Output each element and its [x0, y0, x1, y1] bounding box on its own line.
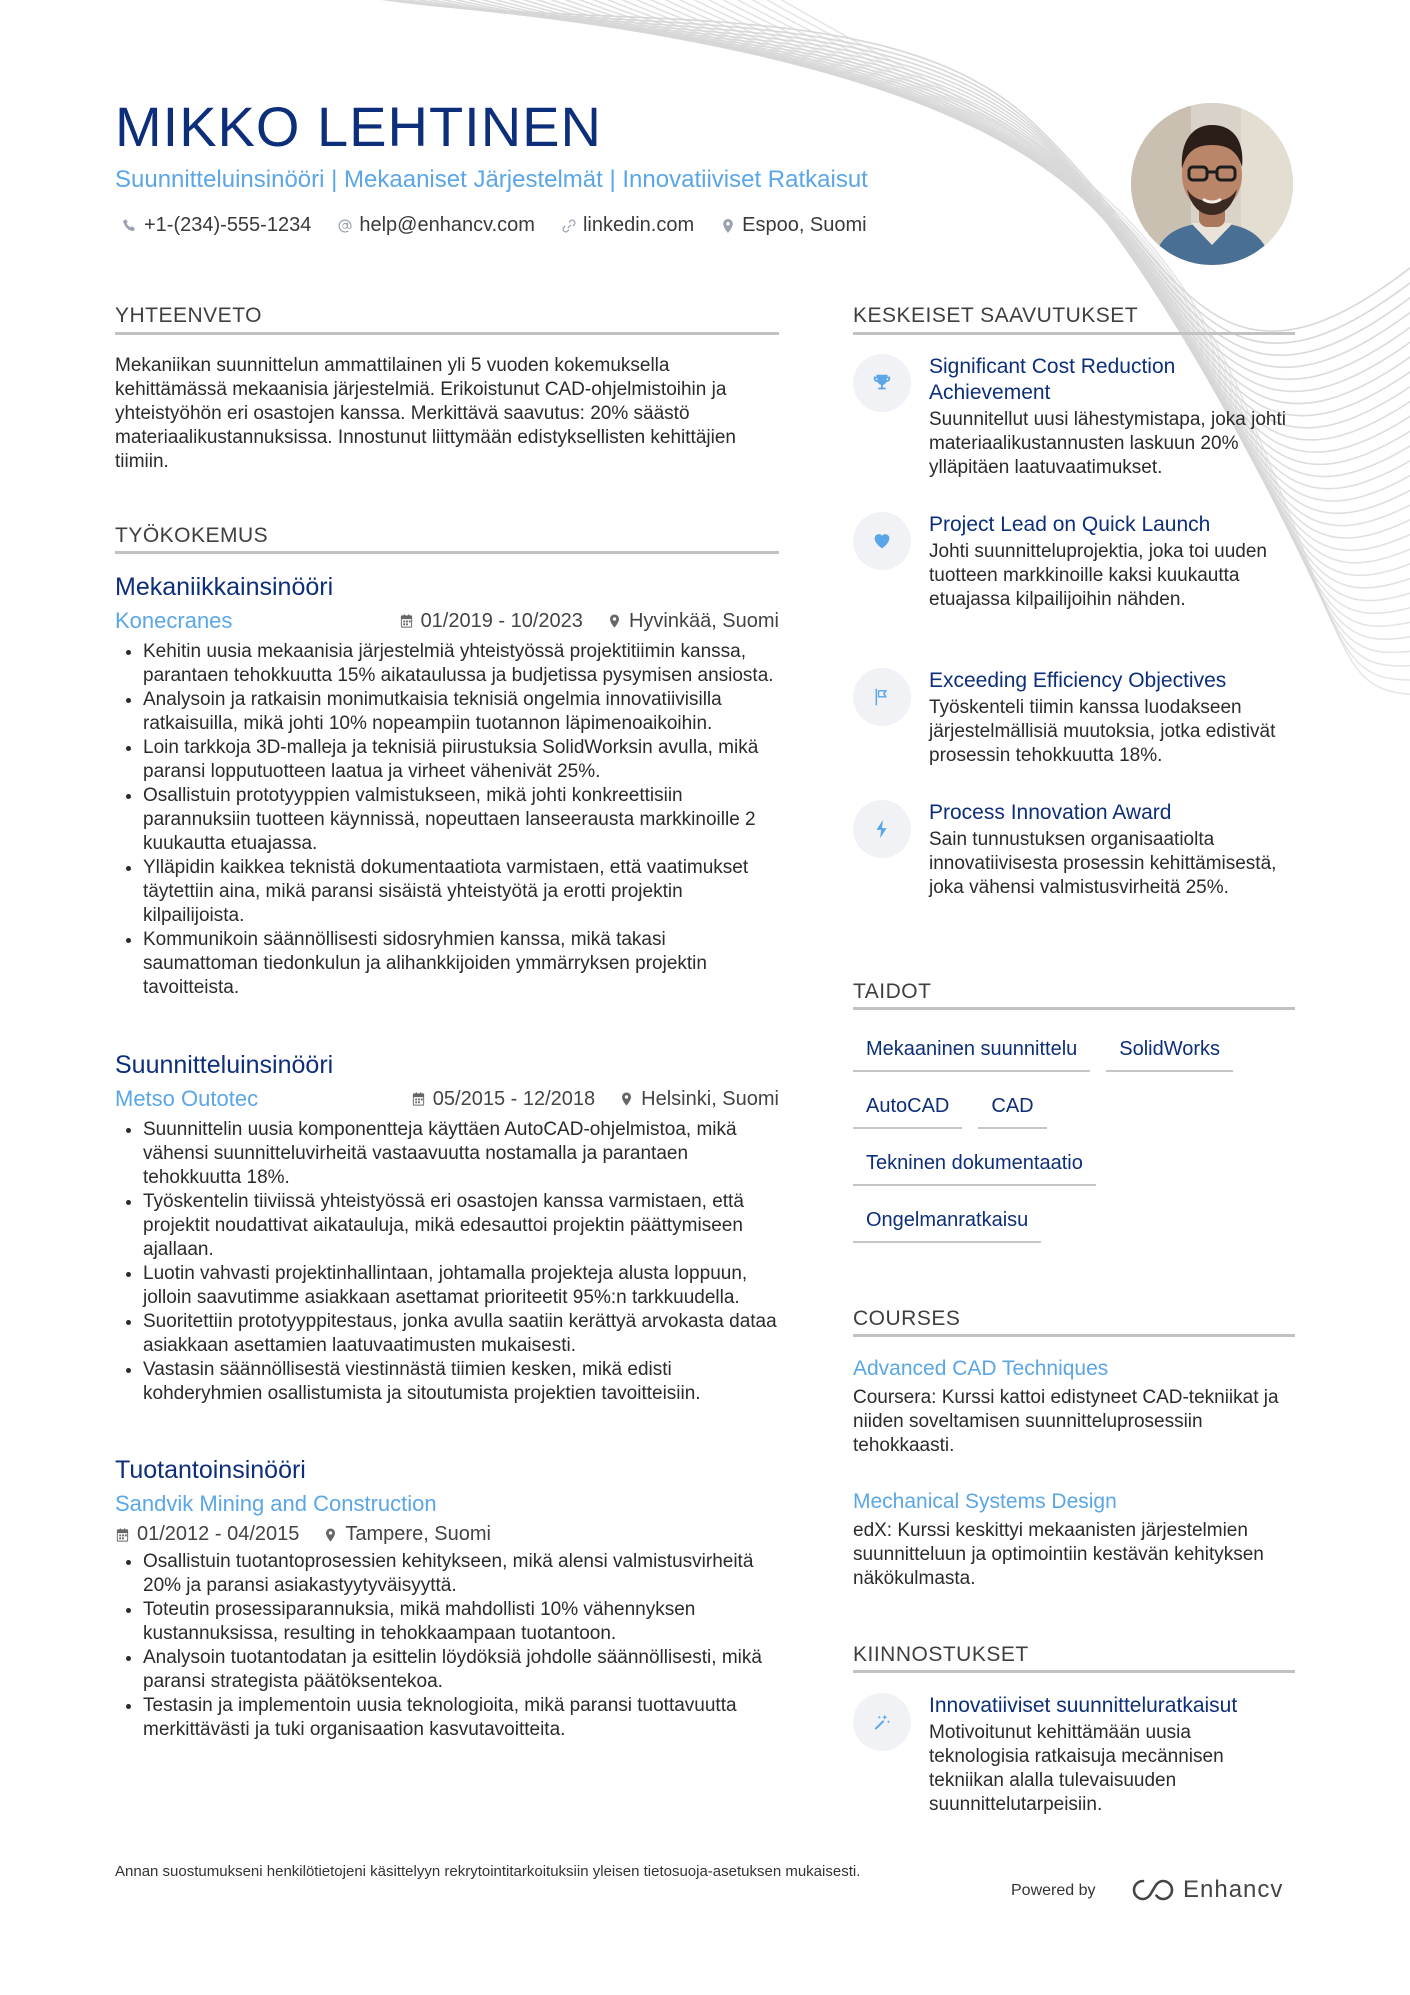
candidate-name: MIKKO LEHTINEN [115, 95, 602, 158]
job-bullets [115, 640, 779, 1000]
phone-text: +1-(234)-555-1234 [144, 214, 312, 236]
contact-email[interactable] [337, 214, 535, 237]
list-item: • Analysoin ja ratkaisin monimutkaisia teknisiä ongelmia innovatiivisilla ratkaisuilla, mikä johti 10% nopeampiin tuotannon läpimenoaikoihin. [143, 688, 779, 736]
interests-divider [853, 1670, 1295, 1673]
list-item: • Loin tarkkoja 3D-malleja ja teknisiä piirustuksia SolidWorksin avulla, mikä paransi lopputuotteen laatua ja virheet vähenivät 25%. [143, 736, 779, 784]
courses-heading: COURSES [853, 1307, 961, 1330]
job-location [619, 1088, 779, 1111]
job-meta [115, 1489, 779, 1519]
at-icon [337, 218, 353, 234]
achievement-item [853, 668, 1295, 768]
courses-divider [853, 1334, 1295, 1337]
dates-text: 05/2015 - 12/2018 [432, 1087, 596, 1110]
link-icon [561, 218, 577, 234]
course-title: Advanced CAD Techniques [853, 1357, 1109, 1380]
profile-photo [1131, 103, 1293, 265]
avatar-illustration [1131, 103, 1293, 265]
achievements-divider [853, 332, 1295, 335]
location-pin-icon [607, 613, 622, 629]
calendar-icon [115, 1527, 130, 1543]
interest-desc: Motivoitunut kehittämään uusia teknologisia ratkaisuja mecännisen tekniikan alalla tulevaisuuden suunnittelutarpeisiin. [929, 1722, 1224, 1815]
headline: Suunnitteluinsinööri | Mekaaniset Järjestelmät | Innovatiiviset Ratkaisut [115, 166, 868, 193]
achievement-desc: Suunnitellut uusi lähestymistapa, joka johti materiaalikustannusten laskuun 20% ylläpitäen laatuvaatimukset. [929, 409, 1286, 478]
location-pin-icon [619, 1091, 634, 1107]
powered-by-label: Powered by [1011, 1882, 1096, 1899]
skill-tag: SolidWorks [1106, 1034, 1233, 1072]
contact-location [720, 214, 867, 237]
heart-icon [853, 512, 911, 570]
skill-tag: Ongelmanratkaisu [853, 1205, 1041, 1243]
skill-tag: Mekaaninen suunnittelu [853, 1034, 1090, 1072]
job-bullets [115, 1118, 779, 1406]
list-item: • Osallistuin prototyyppien valmistukseen, mikä johti konkreettisiin parannuksiin tuotteen käynnissä, nopeuttaen lanseerausta markkinoille 2 kuukautta etuajassa. [143, 784, 779, 856]
list-item: • Työskentelin tiiviissä yhteistyössä eri osastojen kanssa varmistaen, että projektit noudattivat aikatauluja, mikä edesauttoi projektin päättymiseen ajallaan. [143, 1190, 779, 1262]
phone-icon [122, 218, 138, 234]
achievement-item [853, 354, 1295, 480]
list-item: • Suunnittelin uusia komponentteja käyttäen AutoCAD-ohjelmistoa, mikä vähensi suunnitteluvirheitä vastaavuutta nostamalla ja parantaen tehokkuutta 18%. [143, 1118, 779, 1190]
achievement-desc: Sain tunnustuksen organisaatiolta innovatiivisesta prosessin kehittämisestä, joka vähensi valmistusvirheitä 25%. [929, 829, 1277, 898]
magic-wand-icon [853, 1693, 911, 1751]
course-item [853, 1356, 1295, 1458]
linkedin-text: linkedin.com [582, 214, 695, 236]
brand-name: Enhancv [1183, 1876, 1284, 1903]
course-item [853, 1489, 1295, 1591]
dates-text: 01/2012 - 04/2015 [137, 1523, 300, 1545]
list-item: • Toteutin prosessiparannuksia, mikä mahdollisti 10% vähennyksen kustannuksissa, resulting in tehokkaampaan tuotantoon. [143, 1598, 779, 1646]
interest-item [853, 1693, 1295, 1817]
job-entry [115, 1050, 779, 1406]
location-text: Tampere, Suomi [345, 1523, 491, 1545]
achievement-title: Significant Cost Reduction Achievement [929, 355, 1176, 404]
bolt-icon [853, 800, 911, 858]
achievement-title: Exceeding Efficiency Objectives [929, 669, 1227, 692]
summary-divider [115, 332, 779, 335]
course-title: Mechanical Systems Design [853, 1490, 1117, 1513]
job-title: Suunnitteluinsinööri [115, 1051, 334, 1079]
interests-heading: KIINNOSTUKSET [853, 1643, 1029, 1666]
summary-text: Mekaniikan suunnittelun ammattilainen yli 5 vuoden kokemuksella kehittämässä mekaanisia järjestelmiä. Erikoistunut CAD-ohjelmistoihin ja yhteistyöhön eri osastojen kanssa. Merkittävä saavutus: 20% säästö materiaalikustannuksissa. Innostunut liittymään edistyksellisten kehittäjien tiimiin. [115, 355, 736, 472]
achievement-desc: Johti suunnitteluprojektia, joka toi uuden tuotteen markkinoille kaksi kuukautta etuajassa kilpailijoihin nähden. [929, 541, 1268, 610]
email-text: help@enhancv.com [359, 214, 535, 236]
skills-divider [853, 1007, 1295, 1010]
list-item: • Kehitin uusia mekaanisia järjestelmiä yhteistyössä projektitiimin kanssa, parantaen tehokkuutta 15% aikataulussa ja budjetissa pysymisen ansiosta. [143, 640, 779, 688]
experience-divider [115, 551, 779, 554]
location-pin-icon [323, 1527, 338, 1543]
skills-list [853, 1034, 1295, 1243]
calendar-icon [399, 613, 414, 629]
flag-icon [853, 668, 911, 726]
location-text: Espoo, Suomi [742, 214, 867, 236]
gdpr-consent: Annan suostumukseni henkilötietojeni käsittelyyn rekrytointitarkoituksiin yleisen tietosuoja-asetuksen mukaisesti. [115, 1863, 861, 1880]
job-meta [115, 606, 779, 636]
enhancv-logo-icon [1131, 1877, 1175, 1903]
skill-tag: AutoCAD [853, 1091, 962, 1129]
job-location [323, 1523, 491, 1546]
achievement-title: Project Lead on Quick Launch [929, 513, 1211, 536]
achievements-heading: KESKEISET SAAVUTUKSET [853, 304, 1139, 327]
skill-tag: CAD [978, 1091, 1046, 1129]
list-item: • Kommunikoin säännöllisesti sidosryhmien kanssa, mikä takasi saumattoman tiedonkulun ja alihankkijoiden ymmärryksen projektin tavoitteista. [143, 928, 779, 1000]
list-item: • Ylläpidin kaikkea teknistä dokumentaatiota varmistaen, että vaatimukset täytettiin aina, mikä paransi sisäistä yhteistyötä ja erotti projektin kilpailijoista. [143, 856, 779, 928]
summary-heading: YHTEENVETO [115, 304, 262, 327]
skill-tag: Tekninen dokumentaatio [853, 1148, 1096, 1186]
job-title: Mekaniikkainsinööri [115, 573, 334, 601]
job-entry [115, 572, 779, 1000]
skills-heading: TAIDOT [853, 980, 932, 1003]
job-bullets [115, 1550, 779, 1742]
location-pin-icon [720, 218, 736, 234]
job-location [607, 610, 779, 633]
location-text: Hyvinkää, Suomi [628, 609, 779, 632]
achievement-title: Process Innovation Award [929, 801, 1172, 824]
contact-phone[interactable] [122, 214, 311, 237]
job-dates [115, 1523, 299, 1546]
job-meta-line [115, 1523, 779, 1546]
job-meta [115, 1084, 779, 1114]
contact-bar [122, 214, 867, 237]
company-name: Sandvik Mining and Construction [115, 1491, 437, 1516]
experience-heading: TYÖKOKEMUS [115, 524, 269, 547]
course-desc: Coursera: Kurssi kattoi edistyneet CAD-tekniikat ja niiden soveltamisen suunnitteluprosessiin tehokkaasti. [853, 1387, 1279, 1456]
list-item: • Testasin ja implementoin uusia teknologioita, mikä paransi tuottavuutta merkittävästi ja tuki organisaation kasvutavoitteita. [143, 1694, 779, 1742]
achievement-item [853, 800, 1295, 900]
list-item: • Analysoin tuotantodatan ja esittelin löydöksiä johdolle säännöllisesti, mikä paransi strategista päätöksentekoa. [143, 1646, 779, 1694]
list-item: • Osallistuin tuotantoprosessien kehitykseen, mikä alensi valmistusvirheitä 20% ja paransi asiakastyytyväisyyttä. [143, 1550, 779, 1598]
location-text: Helsinki, Suomi [641, 1087, 779, 1110]
brand-logo[interactable] [1131, 1876, 1283, 1904]
achievement-item [853, 512, 1295, 612]
list-item: • Vastasin säännöllisestä viestinnästä tiimien kesken, mikä edisti kohderyhmien osallistumista ja sitoutumista projektien tavoitteisiin. [143, 1358, 779, 1406]
job-entry [115, 1455, 779, 1742]
company-name: Metso Outotec [115, 1086, 259, 1111]
job-dates [399, 610, 583, 633]
dates-text: 01/2019 - 10/2023 [420, 609, 583, 632]
calendar-icon [411, 1091, 426, 1107]
list-item: • Suoritettiin prototyyppitestaus, jonka avulla saatiin kerättyä arvokasta dataa asiakkaan asettamien laatuvaatimusten mukaisesti. [143, 1310, 779, 1358]
job-title: Tuotantoinsinööri [115, 1456, 306, 1484]
course-desc: edX: Kurssi keskittyi mekaanisten järjestelmien suunnitteluun ja optimointiin kestävän kehityksen näkökulmasta. [853, 1520, 1264, 1589]
achievement-desc: Työskenteli tiimin kanssa luodakseen järjestelmällisiä muutoksia, jotka edistivät prosessin tehokkuutta 18%. [929, 697, 1276, 766]
company-name: Konecranes [115, 608, 233, 633]
job-dates [411, 1088, 595, 1111]
contact-linkedin[interactable] [561, 214, 694, 237]
interest-title: Innovatiiviset suunnitteluratkaisut [929, 1694, 1238, 1717]
list-item: • Luotin vahvasti projektinhallintaan, johtamalla projekteja alusta loppuun, jolloin saavutimme asiakkaan asettamat prioriteetit 95%:n tarkkuudella. [143, 1262, 779, 1310]
trophy-icon [853, 354, 911, 412]
